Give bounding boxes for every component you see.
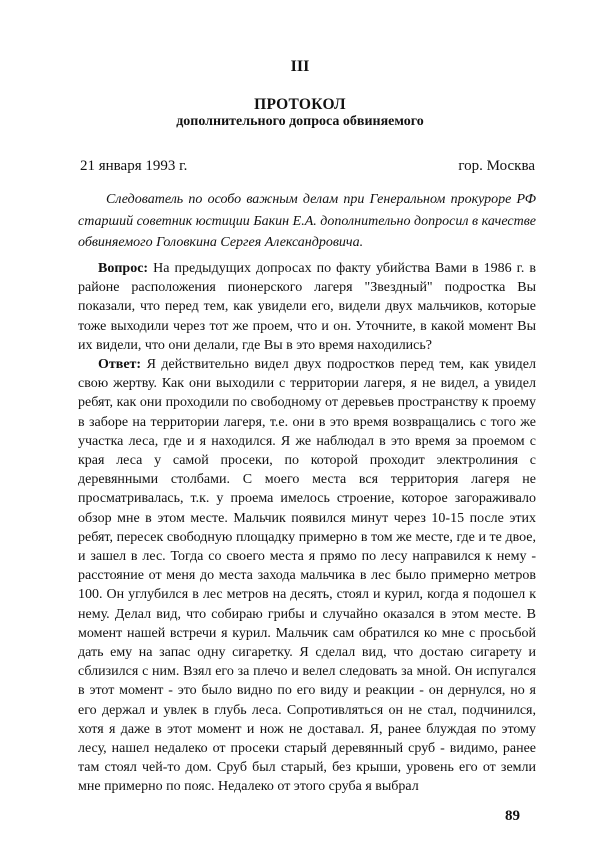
question-text: На предыдущих допросах по факту убийства Вами в 1986 г. в районе расположения пионерского лагеря "Звездный" подростка Вы показали, что перед тем, как увидели его, видели двух мальчиков, которые тоже выходили через тот же проем, что и он. Уточните, в какой момент Вы их видели, что они делали, где Вы в это время находились? [78, 261, 537, 353]
page-number: 89 [505, 808, 520, 824]
interrogation-body [78, 259, 536, 797]
preamble-text: Следователь по особо важным делам при Генеральном прокуроре РФ старший советник юстиции Бакин Е.А. дополнительно допросил в качестве обвиняемого Головкина Сергея Александровича. [78, 192, 536, 250]
answer-label: Ответ: [98, 357, 142, 373]
preamble [78, 189, 536, 254]
document-date: 21 января 1993 г. [80, 158, 188, 174]
answer-paragraph [78, 355, 536, 797]
date-place-row [80, 158, 535, 175]
question-label: Вопрос: [98, 261, 149, 276]
document-title: ПРОТОКОЛ [254, 96, 346, 113]
section-numeral: III [290, 58, 310, 75]
answer-text: Я действительно видел двух подростков перед тем, как увидел свою жертву. Как они выходили с территории лагеря, я не видел, а увидел ребят, как они проходили по свободному от деревьев пространству к проему в заборе на территории лагеря, т.е. они в это время возвращались с того же участка леса, где и я находился. Я же наблюдал в это время за проемом с края леса у самой просеки, по которой проходит электролиния с деревянными столбами. С моего места вся территория лагеря не просматривалась, т.к. у проема имелось строение, которое загораживало обзор мне в этом месте. Мальчик появился минут через 10-15 после этих ребят, пересек свободную площадку примерно в том же месте, где и те двое, и зашел в лес. Тогда со своего места я прямо по лесу направился к нему - расстояние от меня до места захода мальчика в лес было примерно метров 100. Он углубился в лес метров на десять, стоял и курил, когда я подошел к нему. Делал вид, что собираю грибы и случайно оказался в этом месте. В момент нашей встречи я курил. Мальчик сам обратился ко мне с просьбой дать ему на запас одну сигаретку. Я сделал вид, что достаю сигарету и сблизился с ним. Взял его за плечо и велел следовать за мной. Он испугался в этот момент - это было видно по его виду и реакции - он дернулся, но я его держал и увлек в глубь леса. Сопротивляться он не стал, подчинился, хотя я даже в этот момент и нож не доставал. Я, ранее блуждая по этому лесу, нашел недалеко от просеки старый деревянный сруб - видимо, ранее там стоял чей-то дом. Сруб был старый, без крыши, уровень его от земли мне примерно по пояс. Недалеко от этого сруба я выбрал [78, 357, 537, 795]
document-subtitle: дополнительного допроса обвиняемого [176, 114, 424, 129]
document-place: гор. Москва [458, 158, 535, 174]
question-paragraph [78, 259, 536, 355]
